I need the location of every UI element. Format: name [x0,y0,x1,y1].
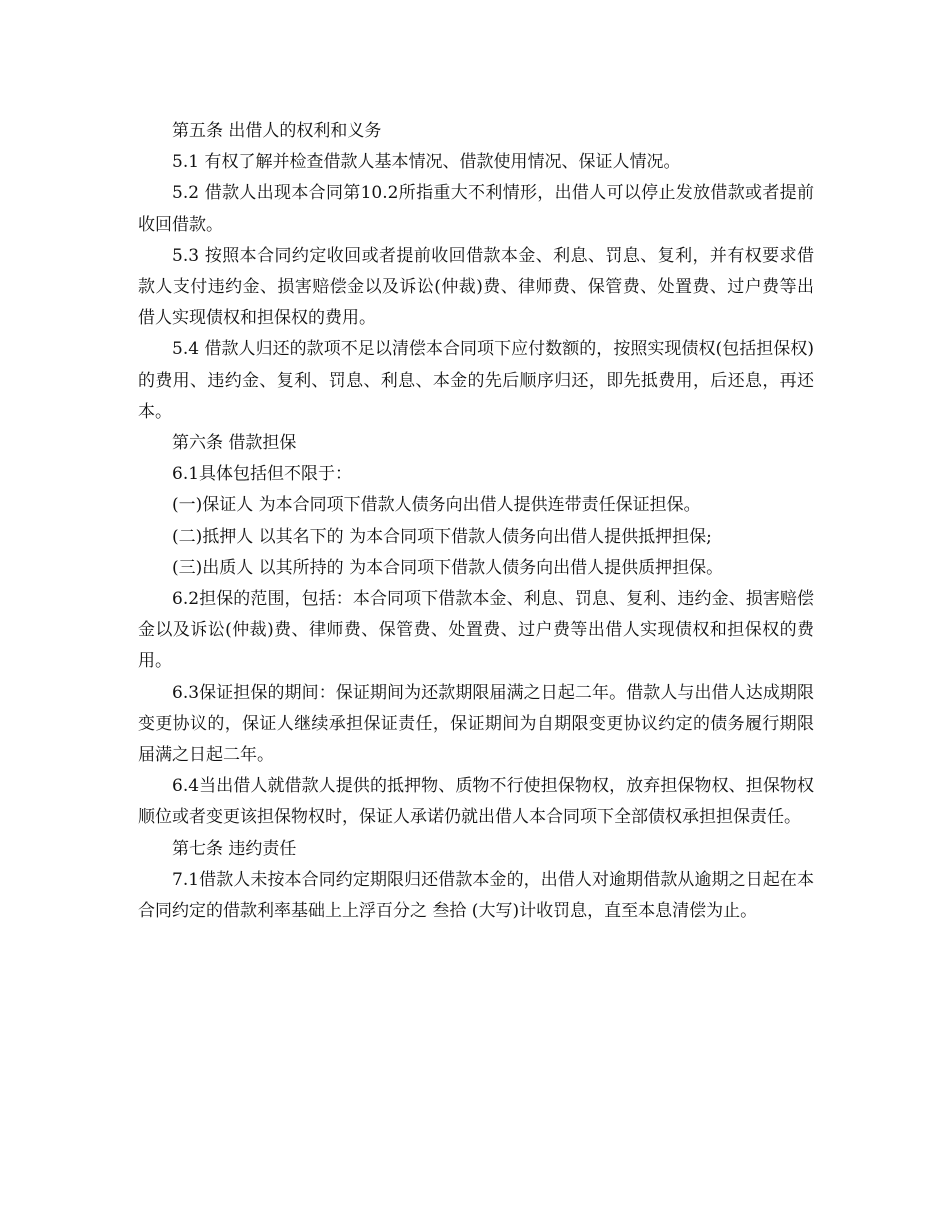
clause-6-1: 6.1具体包括但不限于： [172,464,353,485]
clause-5-2: 5.2 借款人出现本合同第10.2所指重大不利情形，出借人可以停止发放借款或者提前收回借款。 [138,183,814,235]
clause-6-1-item-2: (二)抵押人 以其名下的 为本合同项下借款人债务向出借人提供抵押担保; [172,526,712,547]
clause-5-4: 5.4 借款人归还的款项不足以清偿本合同项下应付数额的，按照实现债权(包括担保权)的费用、违约金、复利、罚息、利息、本金的先后顺序归还，即先抵费用，后还息，再还本。 [138,339,814,422]
clause-6-1-item-3: (三)出质人 以其所持的 为本合同项下借款人债务向出借人提供质押担保。 [172,557,724,578]
clause-5-1: 5.1 有权了解并检查借款人基本情况、借款使用情况、保证人情况。 [172,152,681,173]
section-heading-6: 第六条 借款担保 [172,433,297,454]
clause-6-3: 6.3保证担保的期间：保证期间为还款期限届满之日起二年。借款人与出借人达成期限变更协议的，保证人继续承担保证责任，保证期间为自期限变更协议约定的债务履行期限届满之日起二年。 [138,682,814,766]
document-body [138,116,814,927]
clause-7-1: 7.1借款人未按本合同约定期限归还借款本金的，出借人对逾期借款从逾期之日起在本合同约定的借款利率基础上上浮百分之 叁拾 (大写)计收罚息，直至本息清偿为止。 [138,869,814,922]
clause-6-4: 6.4当出借人就借款人提供的抵押物、质物不行使担保物权，放弃担保物权、担保物权顺位或者变更该担保物权时，保证人承诺仍就出借人本合同项下全部债权承担担保责任。 [138,776,814,828]
clause-6-1-item-1: (一)保证人 为本合同项下借款人债务向出借人提供连带责任保证担保。 [172,495,701,516]
clause-6-2: 6.2担保的范围，包括：本合同项下借款本金、利息、罚息、复利、违约金、损害赔偿金以及诉讼(仲裁)费、律师费、保管费、处置费、过户费等出借人实现债权和担保权的费用。 [138,589,814,672]
section-heading-5: 第五条 出借人的权利和义务 [172,121,382,141]
section-heading-7: 第七条 违约责任 [172,838,297,859]
clause-5-3: 5.3 按照本合同约定收回或者提前收回借款本金、利息、罚息、复利，并有权要求借款人支付违约金、损害赔偿金以及诉讼(仲裁)费、律师费、保管费、处置费、过户费等出借人实现债权和担保权的费用。 [138,245,814,329]
